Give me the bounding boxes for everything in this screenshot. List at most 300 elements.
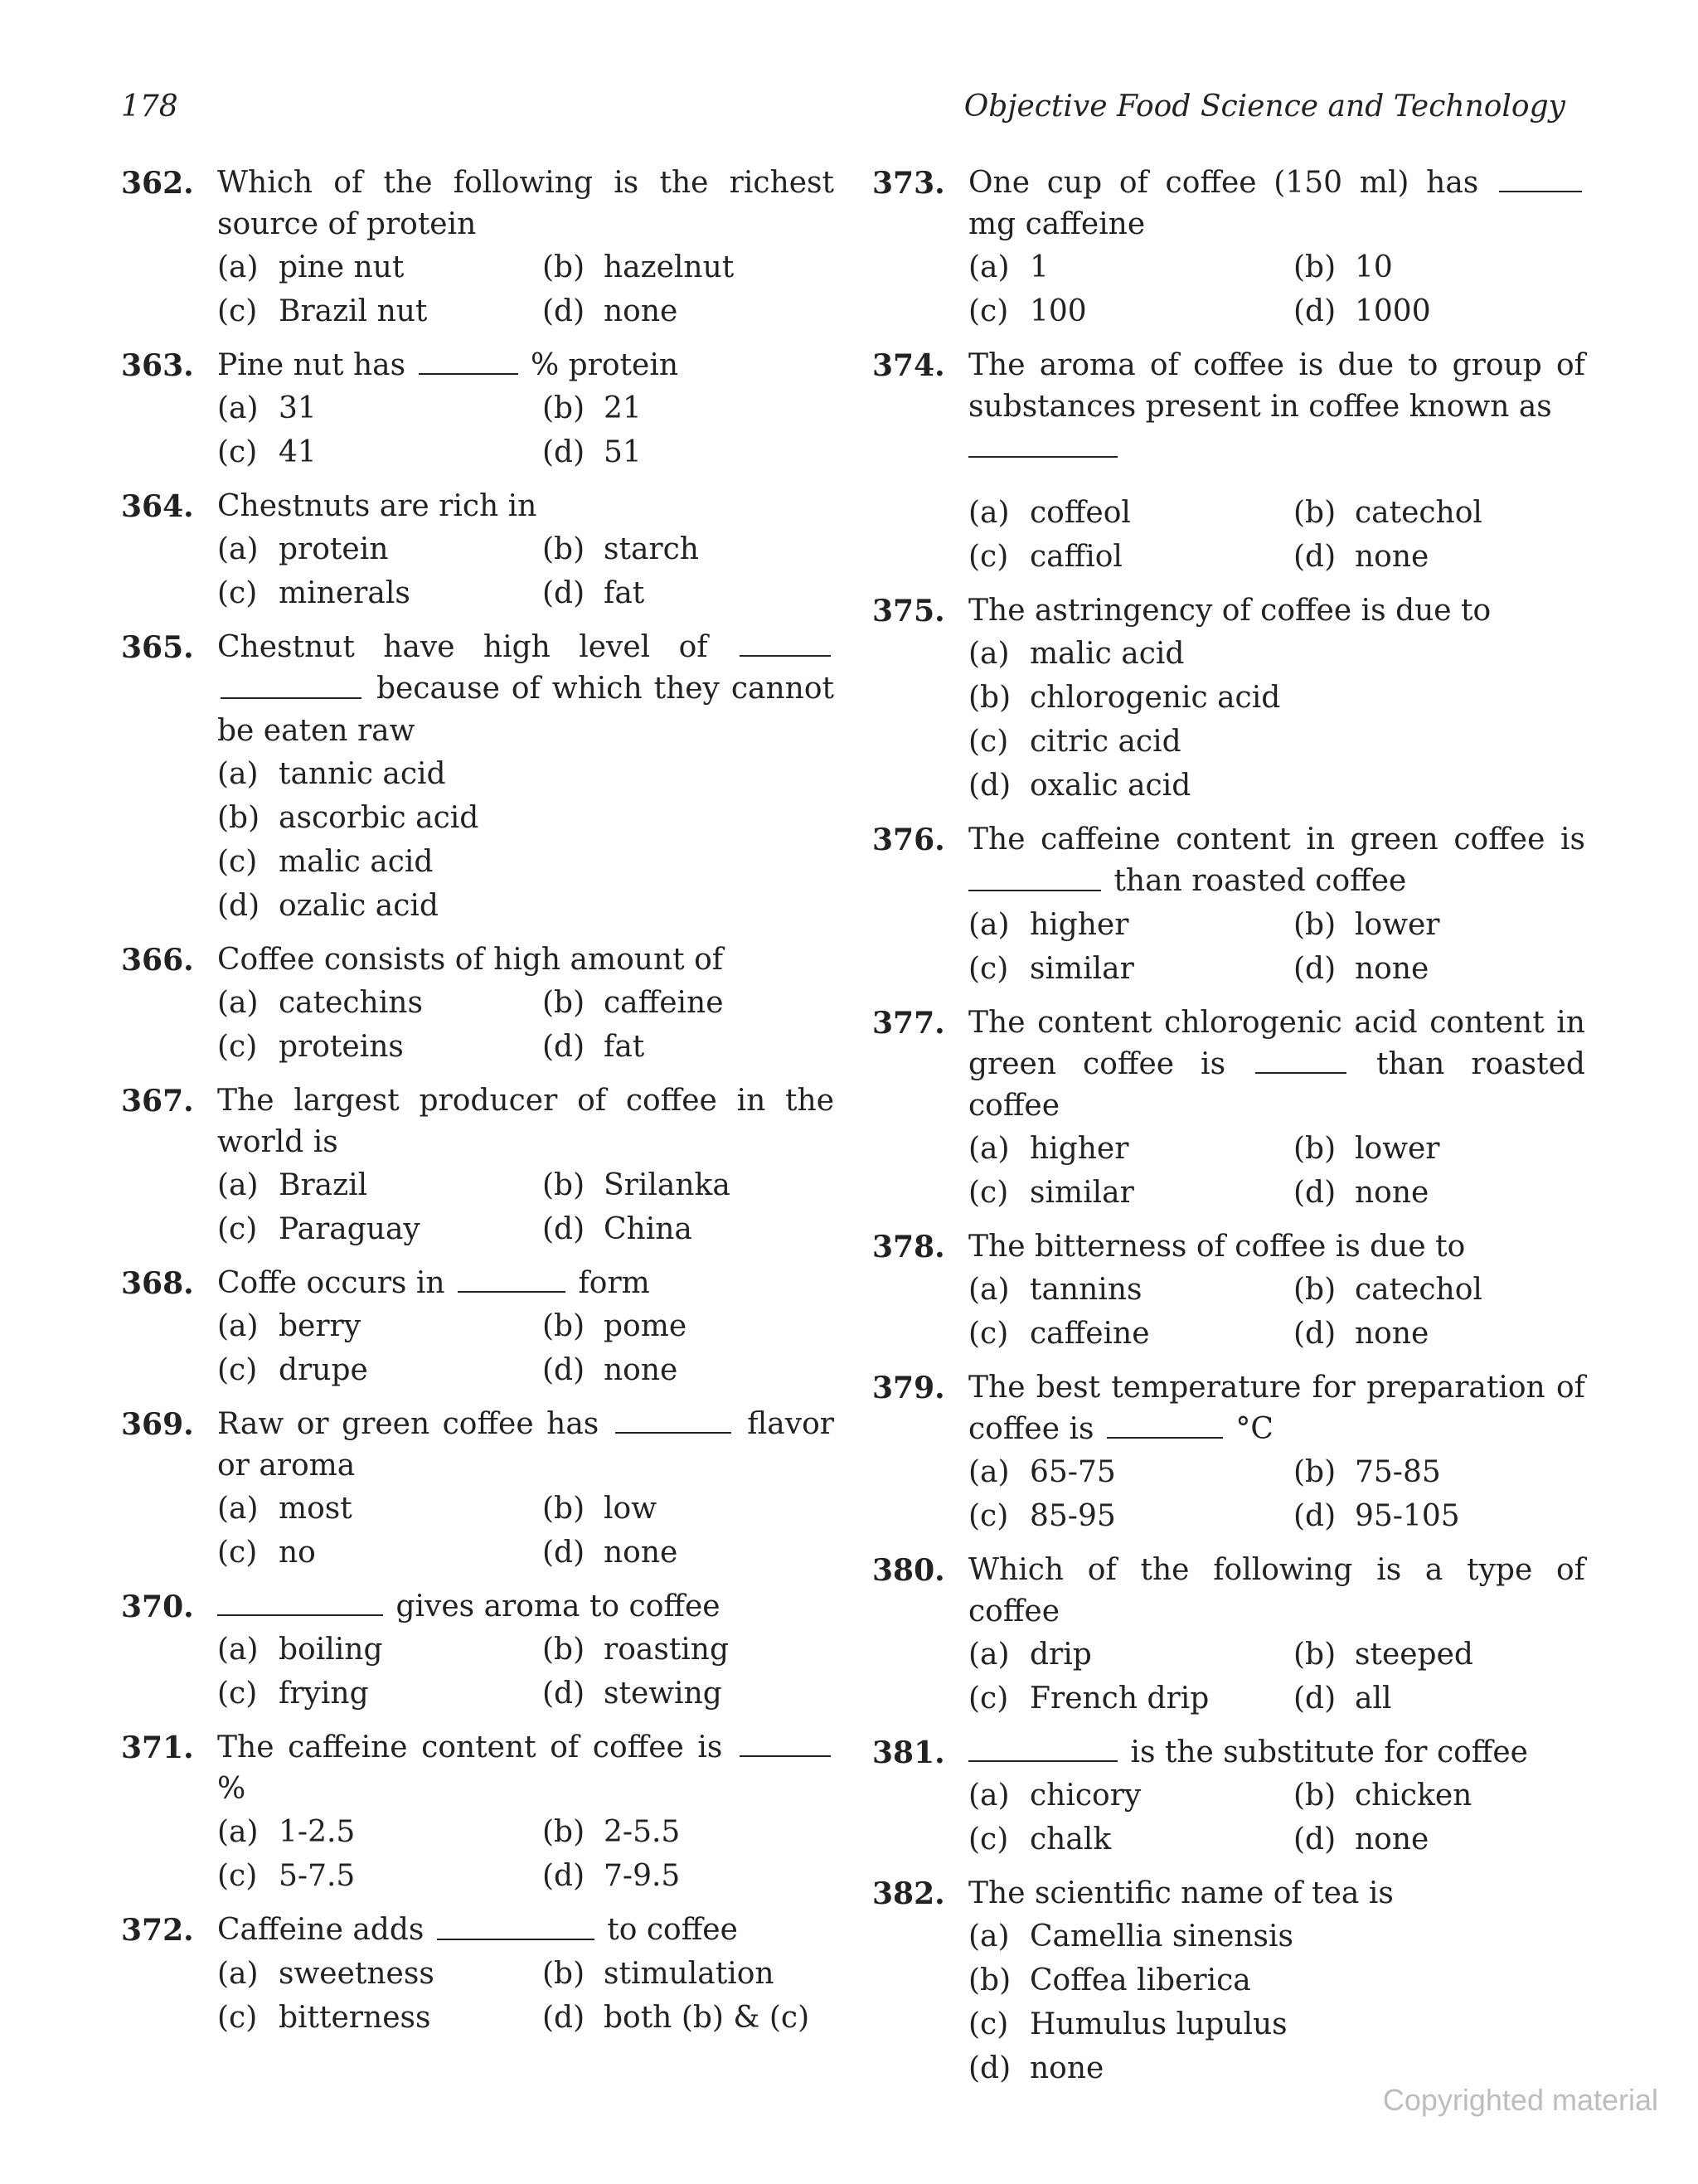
question-stem: Which of the following is a type of coffee [968,1552,1585,1628]
options-grid [968,1633,1585,1721]
answer-blank [740,627,831,657]
option-c [968,2002,1585,2046]
option-text: catechins [279,985,423,1020]
option-a [968,1268,1293,1312]
answer-blank [968,428,1118,458]
question-stem: The largest producer of coffee in the world is [217,1083,834,1159]
option-label: (a) [968,907,1010,942]
question-number: 379. [872,1370,945,1405]
option-b [542,1810,834,1854]
option-text: bitterness [279,2000,431,2035]
answer-blank [437,1910,594,1939]
option-text: ascorbic acid [279,800,479,835]
answer-blank [458,1263,565,1293]
option-text: similar [1030,951,1134,986]
question-stem: Chestnut have high level of because of which they cannot be eaten raw [217,627,834,751]
answer-blank [1107,1409,1223,1439]
option-a [217,981,542,1025]
question-number: 366. [121,942,194,978]
option-label: (a) [217,1167,259,1202]
question-number: 374. [872,348,945,384]
option-label: (c) [217,1535,258,1570]
question-number: 364. [121,489,194,525]
question-stem: Pine nut has % protein [217,345,834,386]
option-b [542,1952,834,1996]
question-number: 378. [872,1229,945,1264]
option-label: (a) [968,496,1010,531]
question-stem: Coffee consists of high amount of [217,942,724,977]
question-366 [121,939,834,1069]
option-label: (c) [968,951,1009,986]
option-label: (a) [217,250,259,284]
option-label: (a) [968,1637,1010,1672]
answer-blank [968,1732,1118,1762]
option-label: (d) [968,769,1012,803]
book-title-header: Objective Food Science and Technology [963,90,1565,124]
option-text: fat [604,576,645,611]
option-text: 31 [279,391,317,426]
option-c [968,947,1293,991]
option-label: (a) [217,1308,259,1343]
option-text: 21 [604,391,642,426]
answer-blank [419,345,518,375]
options-grid [217,245,834,333]
option-label: (c) [968,1822,1009,1857]
question-stem: Coffe occurs in form [217,1263,834,1304]
option-text: 41 [279,435,317,470]
option-text: 100 [1030,294,1087,329]
option-label: (b) [542,1491,585,1526]
question-number: 382. [872,1876,945,1912]
option-label: (d) [1293,1822,1337,1857]
option-text: tannins [1030,1272,1143,1307]
question-362 [121,163,834,333]
option-d [542,1854,834,1898]
options-grid [217,386,834,474]
option-label: (a) [968,1454,1010,1489]
question-stem: The aroma of coffee is due to group of substances present in coffee known as [968,348,1585,425]
option-text: caffiol [1030,540,1123,575]
option-b [1293,491,1585,535]
option-d [1293,1171,1585,1215]
option-label: (b) [542,1633,585,1667]
option-b [1293,1774,1585,1818]
question-370 [121,1586,834,1716]
question-367 [121,1080,834,1251]
option-label: (c) [217,435,258,470]
question-374 [872,345,1585,579]
option-text: none [1355,951,1429,986]
option-label: (c) [217,2000,258,2035]
question-378 [872,1226,1585,1356]
option-text: none [1030,2051,1104,2086]
option-text: starch [604,532,699,567]
option-d [1293,1677,1585,1721]
option-a [217,1304,542,1348]
question-373 [872,163,1585,333]
option-label: (b) [542,1167,585,1202]
option-text: fat [604,1029,645,1064]
option-label: (d) [1293,951,1337,986]
option-a [217,527,542,571]
question-number: 368. [121,1265,194,1301]
option-label: (c) [968,1175,1009,1210]
option-label: (b) [542,1956,585,1991]
question-stem: is the substitute for coffee [968,1732,1585,1774]
option-label: (b) [1293,1131,1337,1166]
question-375 [872,590,1585,808]
question-stem: The astringency of coffee is due to [968,594,1492,629]
question-number: 377. [872,1005,945,1041]
option-label: (a) [968,1919,1010,1954]
option-label: (b) [1293,496,1337,531]
question-stem: The caffeine content of coffee is % [217,1727,834,1810]
option-a [217,1952,542,1996]
option-a [968,1127,1293,1171]
options-list [968,632,1585,808]
answer-blank [1499,163,1582,192]
option-label: (b) [1293,1637,1337,1672]
answer-blank [221,668,361,698]
option-label: (c) [217,1677,258,1711]
option-label: (c) [968,1681,1009,1716]
option-label: (d) [542,1352,585,1387]
option-a [968,632,1585,676]
option-d [1293,535,1585,579]
option-a [968,1633,1293,1677]
option-c [968,720,1585,764]
option-d [542,1207,834,1251]
option-label: (d) [1293,294,1337,329]
option-d [1293,947,1585,991]
option-c [217,1348,542,1392]
option-d [968,764,1585,808]
options-grid [217,1487,834,1575]
option-text: both (b) & (c) [604,2000,810,2035]
question-stem: Raw or green coffee has flavor or aroma [217,1404,834,1487]
option-text: protein [279,532,389,567]
option-text: frying [279,1677,369,1711]
right-column [872,163,1585,2102]
option-label: (d) [542,1859,585,1894]
question-stem: The caffeine content in green coffee is than roasted coffee [968,823,1585,899]
option-text: French drip [1030,1681,1210,1716]
option-c [217,430,542,474]
option-text: malic acid [279,844,434,879]
option-label: (d) [542,1535,585,1570]
option-label: (a) [968,1272,1010,1307]
question-stem: The best temperature for preparation of coffee is °C [968,1370,1585,1446]
option-text: Coffea liberica [1030,1963,1251,1998]
option-text: chlorogenic acid [1030,681,1281,716]
option-label: (a) [217,1491,259,1526]
options-grid [968,1774,1585,1861]
option-label: (d) [542,1211,585,1246]
options-grid [217,1810,834,1898]
question-number: 363. [121,348,194,383]
option-d [542,1531,834,1575]
question-stem: Chestnuts are rich in [217,489,537,524]
option-label: (d) [542,294,585,328]
option-b [1293,1450,1585,1494]
option-text: higher [1030,907,1129,942]
option-text: Srilanka [604,1167,730,1202]
option-label: (a) [217,1956,259,1991]
option-text: 85-95 [1030,1498,1116,1533]
question-371 [121,1727,834,1898]
option-d [542,1348,834,1392]
question-364 [121,486,834,615]
option-label: (d) [1293,1498,1337,1533]
option-label: (b) [1293,907,1337,942]
option-text: 1 [1030,250,1049,285]
options-grid [968,491,1585,579]
option-text: coffeol [1030,496,1131,531]
option-label: (b) [542,250,585,284]
option-text: berry [279,1308,361,1343]
option-a [217,1628,542,1672]
option-text: catechol [1355,496,1482,531]
option-text: ozalic acid [279,888,439,923]
option-b [1293,1633,1585,1677]
option-label: (d) [1293,1175,1337,1210]
answer-blank [615,1404,731,1434]
option-b [542,981,834,1025]
option-text: all [1355,1681,1392,1716]
option-d [542,1996,834,2040]
option-text: citric acid [1030,725,1181,760]
option-c [217,1207,542,1251]
option-label: (b) [1293,1454,1337,1489]
option-d [1293,1818,1585,1861]
option-label: (a) [217,532,259,567]
option-b [1293,245,1585,289]
option-label: (d) [542,1029,585,1064]
option-b [542,1487,834,1531]
option-b [542,1628,834,1672]
option-label: (a) [217,756,259,791]
option-text: none [604,294,678,328]
option-text: none [1355,1316,1429,1351]
option-label: (a) [217,1815,259,1850]
options-grid [968,1450,1585,1538]
option-d [542,1672,834,1716]
options-grid [217,981,834,1069]
option-label: (b) [1293,250,1337,285]
option-c [217,1531,542,1575]
options-grid [217,527,834,615]
option-text: similar [1030,1175,1134,1210]
question-376 [872,819,1585,990]
option-text: chicken [1355,1779,1472,1813]
option-c [968,1818,1293,1861]
option-label: (b) [1293,1272,1337,1307]
question-380 [872,1550,1585,1721]
option-label: (b) [217,800,260,835]
option-label: (c) [217,1859,258,1894]
option-text: chalk [1030,1822,1112,1857]
options-grid [217,1628,834,1716]
option-label: (d) [1293,1681,1337,1716]
option-text: 2-5.5 [604,1815,681,1850]
option-text: low [604,1491,657,1526]
option-label: (c) [968,294,1009,329]
option-text: Brazil [279,1167,368,1202]
option-a [968,903,1293,947]
option-b [542,527,834,571]
answer-blank [968,861,1101,891]
option-b [968,676,1585,720]
copyright-watermark: Copyrighted material [1382,2083,1658,2117]
option-label: (d) [542,576,585,611]
option-label: (b) [542,532,585,567]
option-text: sweetness [279,1956,434,1991]
option-label: (d) [1293,540,1337,575]
option-d [1293,1312,1585,1356]
option-text: 10 [1355,250,1393,285]
option-text: boiling [279,1633,383,1667]
option-text: malic acid [1030,637,1185,672]
option-text: lower [1355,907,1440,942]
option-label: (a) [217,1633,259,1667]
left-column [121,163,834,2051]
option-text: 95-105 [1355,1498,1460,1533]
option-text: none [1355,540,1429,575]
options-grid [968,1268,1585,1356]
question-stem: Caffeine adds to coffee [217,1910,834,1951]
option-text: no [279,1535,316,1570]
option-text: none [604,1535,678,1570]
option-label: (b) [968,681,1012,716]
option-label: (b) [542,1308,585,1343]
answer-blank [740,1727,831,1757]
option-text: 1000 [1355,294,1431,329]
option-label: (d) [542,435,585,470]
option-text: 75-85 [1355,1454,1441,1489]
option-text: China [604,1211,692,1246]
options-grid [217,1952,834,2040]
options-list [968,1915,1585,2090]
question-365 [121,627,834,927]
option-text: Brazil nut [279,294,428,328]
question-number: 369. [121,1406,194,1442]
question-number: 381. [872,1735,945,1770]
options-grid [217,1304,834,1392]
option-text: stewing [604,1677,722,1711]
option-d [542,571,834,615]
option-text: none [604,1352,678,1387]
option-text: 7-9.5 [604,1859,681,1894]
option-label: (d) [1293,1316,1337,1351]
option-text: minerals [279,576,410,611]
question-number: 371. [121,1730,194,1766]
option-text: Camellia sinensis [1030,1919,1294,1954]
option-a [968,245,1293,289]
question-number: 365. [121,630,194,666]
option-label: (b) [1293,1779,1337,1813]
option-c [968,535,1293,579]
option-b [542,386,834,430]
option-b [968,1958,1585,2002]
option-c [968,289,1293,333]
option-text: pine nut [279,250,405,284]
option-d [1293,289,1585,333]
option-c [217,840,834,884]
option-label: (a) [968,250,1010,285]
option-text: caffeine [1030,1316,1150,1351]
question-number: 370. [121,1589,194,1624]
option-a [968,1774,1293,1818]
option-text: oxalic acid [1030,769,1191,803]
option-a [217,245,542,289]
question-stem: The scientific name of tea is [968,1876,1394,1911]
answer-blank-line [968,428,1585,491]
options-grid [217,1163,834,1251]
question-stem: One cup of coffee (150 ml) has mg caffeine [968,163,1585,245]
option-a [217,1487,542,1531]
option-a [968,491,1293,535]
question-number: 375. [872,594,945,629]
option-d [542,289,834,333]
question-382 [872,1873,1585,2090]
option-d [1293,1494,1585,1538]
option-label: (b) [968,1963,1012,1998]
option-label: (a) [968,1779,1010,1813]
option-c [217,289,542,333]
question-stem: Which of the following is the richest source of protein [217,166,834,241]
option-c [968,1312,1293,1356]
option-text: 65-75 [1030,1454,1116,1489]
option-text: drip [1030,1637,1092,1672]
option-text: 51 [604,435,642,470]
question-number: 376. [872,823,945,858]
option-label: (c) [968,725,1009,760]
option-label: (b) [542,1815,585,1850]
option-c [217,1025,542,1069]
question-372 [121,1910,834,2039]
option-c [217,1854,542,1898]
option-text: Humulus lupulus [1030,2007,1288,2042]
option-label: (a) [968,637,1010,672]
answer-blank [217,1586,383,1616]
option-text: lower [1355,1131,1440,1166]
option-d [542,430,834,474]
option-b [542,245,834,289]
options-list [217,752,834,928]
options-grid [968,1127,1585,1215]
option-label: (c) [217,844,258,879]
question-381 [872,1732,1585,1861]
option-label: (c) [968,1316,1009,1351]
option-label: (c) [217,1029,258,1064]
option-text: hazelnut [604,250,735,284]
options-grid [968,245,1585,333]
option-label: (a) [968,1131,1010,1166]
option-c [968,1677,1293,1721]
option-b [1293,903,1585,947]
option-text: catechol [1355,1272,1482,1307]
option-b [217,796,834,840]
question-number: 380. [872,1552,945,1588]
option-text: tannic acid [279,756,446,791]
option-label: (d) [542,2000,585,2035]
question-stem: The bitterness of coffee is due to [968,1229,1466,1264]
option-label: (c) [968,1498,1009,1533]
option-text: none [1355,1175,1429,1210]
option-text: none [1355,1822,1429,1857]
option-text: roasting [604,1633,730,1667]
option-text: caffeine [604,985,724,1020]
